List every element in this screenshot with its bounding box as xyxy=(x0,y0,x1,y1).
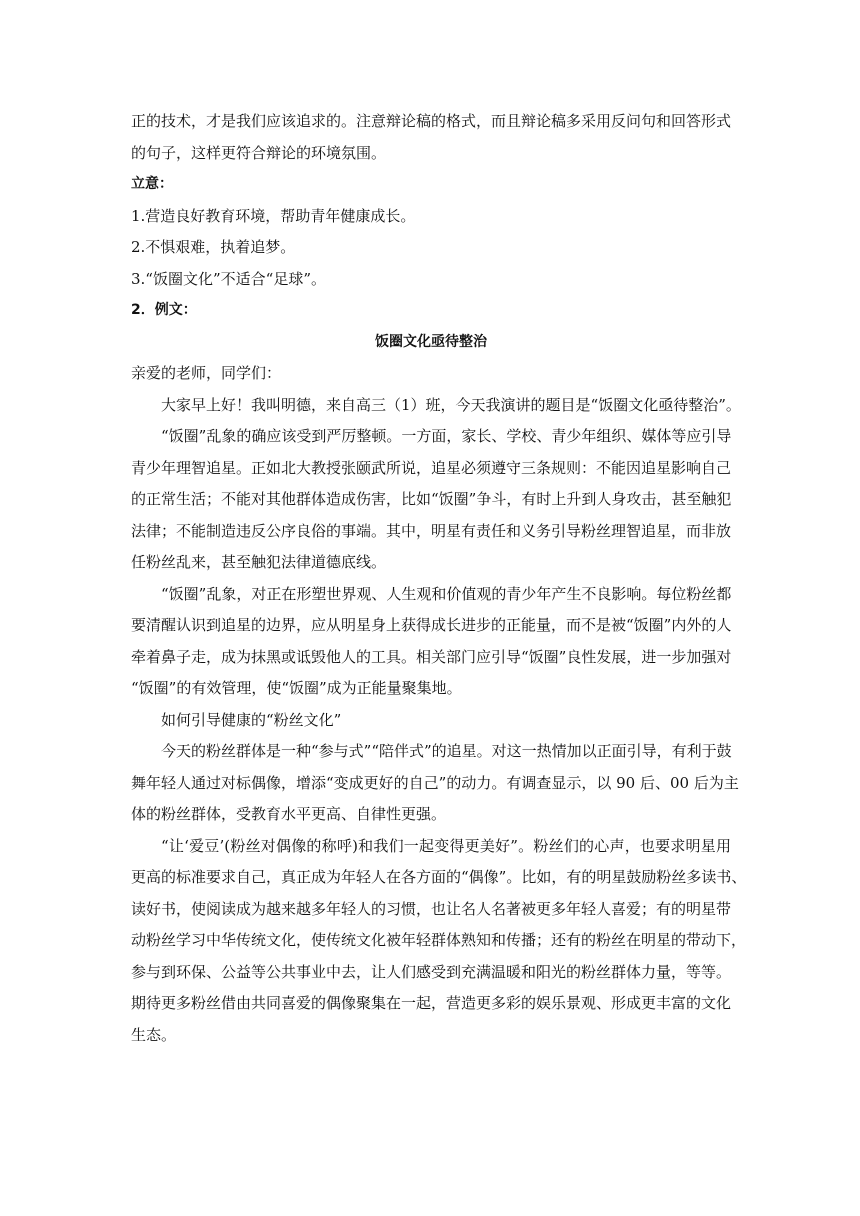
essay-paragraph-line: 的正常生活；不能对其他群体造成伤害，比如“饭圈”争斗，有时上升到人身攻击，甚至触犯 xyxy=(131,490,732,508)
essay-paragraph-line: 期待更多粉丝借由共同喜爱的偶像聚集在一起，营造更多彩的娱乐景观、形成更丰富的文化 xyxy=(131,994,732,1012)
essay-paragraph-line: 读好书，使阅读成为越来越多年轻人的习惯，也让名人名著被更多年轻人喜爱；有的明星带 xyxy=(131,899,732,918)
essay-title: 饭圈文化亟待整治 xyxy=(375,333,487,350)
essay-paragraph-line: 参与到环保、公益等公共事业中去，让人们感受到充满温暖和阳光的粉丝群体力量，等等。 xyxy=(131,962,732,981)
essay-paragraph-line: 要清醒认识到追星的边界，应从明星身上获得成长进步的正能量，而不是被“饭圈”内外的人 xyxy=(131,616,732,634)
essay-paragraph-line: 舞年轻人通过对标偶像，增添“变成更好的自己”的动力。有调查显示，以 90 后、00 后为主 xyxy=(131,773,739,792)
document-page xyxy=(131,106,747,1051)
theme-item: 3.“饭圈文化”不适合“足球”。 xyxy=(131,269,326,288)
essay-paragraph-line: “饭圈”乱象的确应该受到严厉整顿。一方面，家长、学校、青少年组织、媒体等应引导 xyxy=(161,427,732,445)
intro-line: 的句子，这样更符合辩论的环境氛围。 xyxy=(131,143,387,162)
essay-paragraph-line: 牵着鼻子走，成为抹黑或诋毁他人的工具。相关部门应引导“饭圈”良性发展，进一步加强对 xyxy=(131,647,732,666)
intro-line: 正的技术，才是我们应该追求的。注意辩论稿的格式，而且辩论稿多采用反问句和回答形式 xyxy=(131,112,732,130)
essay-subheading: 如何引导健康的“粉丝文化” xyxy=(161,710,342,729)
theme-heading: 立意： xyxy=(131,176,173,192)
essay-paragraph-line: 大家早上好！我叫明德，来自高三（1）班，今天我演讲的题目是“饭圈文化亟待整治”。 xyxy=(161,395,741,414)
essay-paragraph-line: 生态。 xyxy=(131,1025,177,1044)
essay-paragraph-line: 今天的粉丝群体是一种“参与式”“陪伴式”的追星。对这一热情加以正面引导，有利于鼓 xyxy=(161,742,732,760)
essay-paragraph-line: 任粉丝乱来，甚至触犯法律道德底线。 xyxy=(131,553,387,571)
essay-salutation: 亲爱的老师，同学们： xyxy=(131,364,282,382)
essay-paragraph-line: 体的粉丝群体，受教育水平更高、自律性更强。 xyxy=(131,805,447,823)
theme-item: 2.不惧艰难，执着追梦。 xyxy=(131,238,296,256)
essay-paragraph-line: 更高的标准要求自己，真正成为年轻人在各方面的“偶像”。比如，有的明星鼓励粉丝多读书、 xyxy=(131,868,747,886)
essay-paragraph-line: “饭圈”乱象，对正在形塑世界观、人生观和价值观的青少年产生不良影响。每位粉丝都 xyxy=(161,584,732,603)
theme-item: 1.营造良好教育环境，帮助青年健康成长。 xyxy=(131,206,416,225)
essay-paragraph-line: “饭圈”的有效管理，使“饭圈”成为正能量聚集地。 xyxy=(131,679,462,697)
essay-paragraph-line: 动粉丝学习中华传统文化，使传统文化被年轻群体熟知和传播；还有的粉丝在明星的带动下， xyxy=(131,931,747,949)
essay-paragraph-line: “让‘爱豆’(粉丝对偶像的称呼)和我们一起变得更美好”。粉丝们的心声，也要求明星用 xyxy=(161,836,731,855)
example-heading: 2．例文： xyxy=(131,302,197,318)
essay-paragraph-line: 法律；不能制造违反公序良俗的事端。其中，明星有责任和义务引导粉丝理智追星，而非放 xyxy=(131,521,732,540)
essay-paragraph-line: 青少年理智追星。正如北大教授张颐武所说，追星必须遵守三条规则：不能因追星影响自己 xyxy=(131,458,732,477)
